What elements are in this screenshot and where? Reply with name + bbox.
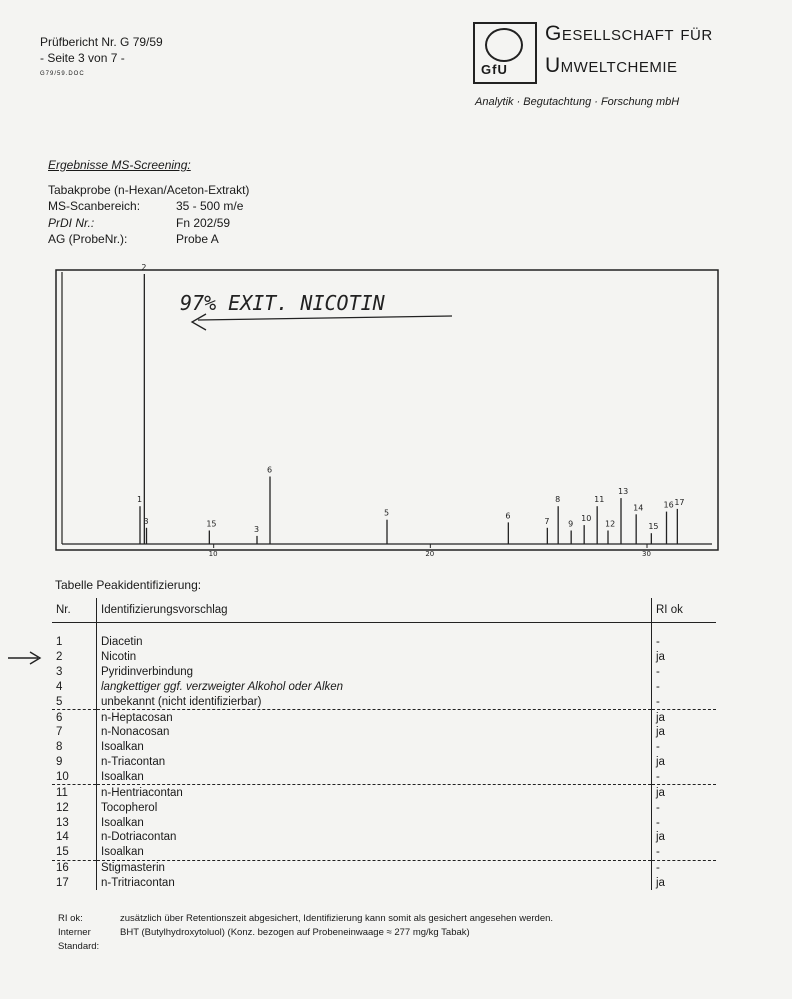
- table-spacer-row: [52, 623, 716, 636]
- table-row: [52, 815, 716, 830]
- row-ri-ok: -: [652, 815, 717, 830]
- row-nr: 2: [52, 650, 97, 665]
- row-identification: unbekannt (nicht identifizierbar): [97, 694, 652, 709]
- meta-row: [48, 231, 249, 248]
- footnote-value: zusätzlich über Retentionszeit abgesichert, Identifizierung kann somit als gesichert angesehen werden.: [120, 913, 554, 924]
- table-row: [52, 830, 716, 845]
- peak-label: 16: [663, 500, 674, 510]
- col-header-ri: RI ok: [652, 598, 717, 623]
- peak-label: 10: [581, 514, 592, 524]
- row-identification: n-Heptacosan: [101, 711, 173, 724]
- footnote: [58, 912, 553, 954]
- peak-table: [52, 598, 716, 890]
- table-row: [52, 650, 716, 665]
- footnote-key: RI ok:: [58, 913, 83, 924]
- x-tick-label: 20: [425, 550, 435, 558]
- row-ri-ok: ja: [652, 650, 717, 665]
- peak-label: 5: [384, 508, 390, 518]
- row-identification: n-Triacontan: [101, 756, 166, 769]
- row-nr: 3: [52, 665, 97, 680]
- row-nr: 14: [52, 830, 97, 845]
- peak-label: 15: [648, 522, 659, 532]
- peak-label: 6: [267, 465, 273, 475]
- x-ticks-group: [209, 544, 722, 558]
- table-row: [52, 725, 716, 740]
- report-header: [40, 34, 163, 82]
- hand-arrow-icon: [8, 651, 42, 665]
- table-header-row: [52, 598, 716, 623]
- row-nr: 12: [52, 800, 97, 815]
- row-ri-ok: -: [652, 635, 717, 650]
- meta-row: [48, 198, 249, 215]
- peak-label: 15: [206, 519, 217, 529]
- row-nr: 16: [52, 860, 97, 875]
- peak-label: 6: [505, 511, 511, 521]
- table-row: [52, 755, 716, 770]
- company-tagline: Analytik · Begutachtung · Forschung mbH: [475, 96, 680, 108]
- row-nr: 15: [52, 845, 97, 860]
- company-name-line2: Umweltchemie: [545, 54, 678, 77]
- peak-label: 13: [618, 487, 629, 497]
- row-identification: n-Nonacosan: [101, 726, 170, 739]
- row-ri-ok: ja: [652, 725, 717, 740]
- row-nr: 11: [52, 785, 97, 800]
- col-header-id: Identifizierungsvorschlag: [97, 598, 652, 623]
- row-identification: Isoalkan: [101, 741, 144, 754]
- table-row: [52, 770, 716, 785]
- row-nr: 1: [52, 635, 97, 650]
- retort-icon: [485, 28, 523, 62]
- meta-key: Tabakprobe (n-Hexan/Aceton-Extrakt): [48, 182, 250, 197]
- peak-label: 17: [674, 497, 685, 507]
- annotation-underline: [198, 316, 452, 320]
- peak-label: 9: [568, 519, 574, 529]
- row-ri-ok: -: [652, 770, 717, 785]
- logo-initials: GfU: [481, 62, 508, 77]
- table-row: [52, 876, 716, 891]
- meta-key: AG (ProbeNr.):: [48, 232, 128, 246]
- meta-value: Probe A: [176, 232, 219, 246]
- row-nr: 7: [52, 725, 97, 740]
- meta-value: 35 - 500 m/e: [176, 199, 244, 213]
- row-ri-ok: -: [652, 860, 717, 875]
- table-row: [52, 710, 716, 725]
- sample-metadata: [48, 157, 249, 248]
- row-nr: 13: [52, 815, 97, 830]
- footnote-row: [58, 912, 553, 926]
- row-identification: n-Tritriacontan: [101, 876, 175, 889]
- row-identification: n-Hentriacontan: [101, 786, 183, 799]
- section-title: Ergebnisse MS-Screening:: [48, 158, 191, 172]
- report-number: Prüfbericht Nr. G 79/59: [40, 35, 163, 49]
- row-ri-ok: ja: [652, 876, 717, 891]
- meta-key: PrDI Nr.:: [48, 215, 95, 230]
- page-indicator: - Seite 3 von 7 -: [40, 51, 125, 65]
- row-identification: Isoalkan: [97, 845, 652, 860]
- row-ri-ok: -: [652, 680, 717, 695]
- logo-mark: [473, 22, 537, 84]
- table-row: [52, 680, 716, 695]
- table-row: [52, 845, 716, 860]
- row-identification: Nicotin: [101, 651, 137, 664]
- row-ri-ok: -: [652, 845, 717, 860]
- meta-row: [48, 182, 249, 199]
- row-ri-ok: ja: [652, 755, 717, 770]
- meta-row: [48, 215, 249, 232]
- row-identification: Tocopherol: [101, 801, 158, 814]
- peak-label: 2: [141, 263, 147, 272]
- footnote-value: BHT (Butylhydroxytoluol) (Konz. bezogen auf Probeneinwaage ≈ 277 mg/kg Tabak): [120, 927, 470, 938]
- table-row: [52, 635, 716, 650]
- handwritten-annotation: 97% EXIT. NICOTIN: [180, 291, 385, 315]
- row-ri-ok: -: [652, 800, 717, 815]
- row-ri-ok: -: [652, 740, 717, 755]
- peak-label: 1: [137, 495, 143, 505]
- row-identification: Pyridinverbindung: [101, 666, 194, 679]
- row-nr: 9: [52, 755, 97, 770]
- footnote-row: [58, 926, 553, 954]
- table-row: [52, 785, 716, 800]
- row-nr: 8: [52, 740, 97, 755]
- x-tick-label: 30: [642, 550, 651, 558]
- table-row: [52, 740, 716, 755]
- x-tick-label: 10: [208, 550, 218, 558]
- file-name: G79/59.DOC: [40, 71, 85, 77]
- row-ri-ok: ja: [652, 830, 717, 845]
- table-row: [52, 694, 716, 709]
- peak-label: 14: [633, 503, 644, 513]
- row-identification: Diacetin: [101, 636, 143, 649]
- footnote-key: Interner Standard:: [58, 927, 100, 952]
- peak-label: 3: [254, 524, 260, 534]
- company-logo: [473, 18, 773, 118]
- meta-key: MS-Scanbereich:: [48, 199, 141, 213]
- table-row: [52, 800, 716, 815]
- peak-label: 8: [555, 495, 561, 505]
- chromatogram: [52, 252, 722, 562]
- row-identification: Isoalkan: [101, 816, 144, 829]
- peak-label: 12: [605, 519, 616, 529]
- row-nr: 10: [52, 770, 97, 785]
- row-identification: langkettiger ggf. verzweigter Alkohol oder Alken: [101, 680, 344, 693]
- row-ri-ok: -: [652, 665, 717, 680]
- meta-value: Fn 202/59: [176, 215, 231, 230]
- row-nr: 17: [52, 876, 97, 891]
- row-nr: 4: [52, 680, 97, 695]
- row-ri-ok: ja: [652, 710, 717, 725]
- row-nr: 5: [52, 694, 97, 709]
- annotation-arrowhead: [192, 314, 206, 330]
- table-row: [52, 860, 716, 875]
- row-identification: Stigmasterin: [101, 862, 165, 875]
- peak-label: 7: [544, 516, 550, 526]
- company-name-line1: Gesellschaft für: [545, 22, 713, 45]
- peak-label: 3: [143, 516, 149, 526]
- row-ri-ok: ja: [652, 785, 717, 800]
- row-identification: n-Dotriacontan: [101, 831, 177, 844]
- col-header-nr: Nr.: [52, 598, 97, 623]
- table-title: Tabelle Peakidentifizierung:: [55, 578, 202, 592]
- peak-label: 11: [594, 495, 605, 505]
- row-ri-ok: -: [652, 694, 717, 709]
- row-identification: Isoalkan: [97, 770, 652, 785]
- row-nr: 6: [52, 710, 97, 725]
- chromatogram-svg: [52, 252, 722, 562]
- table-body: [52, 623, 716, 891]
- table-row: [52, 665, 716, 680]
